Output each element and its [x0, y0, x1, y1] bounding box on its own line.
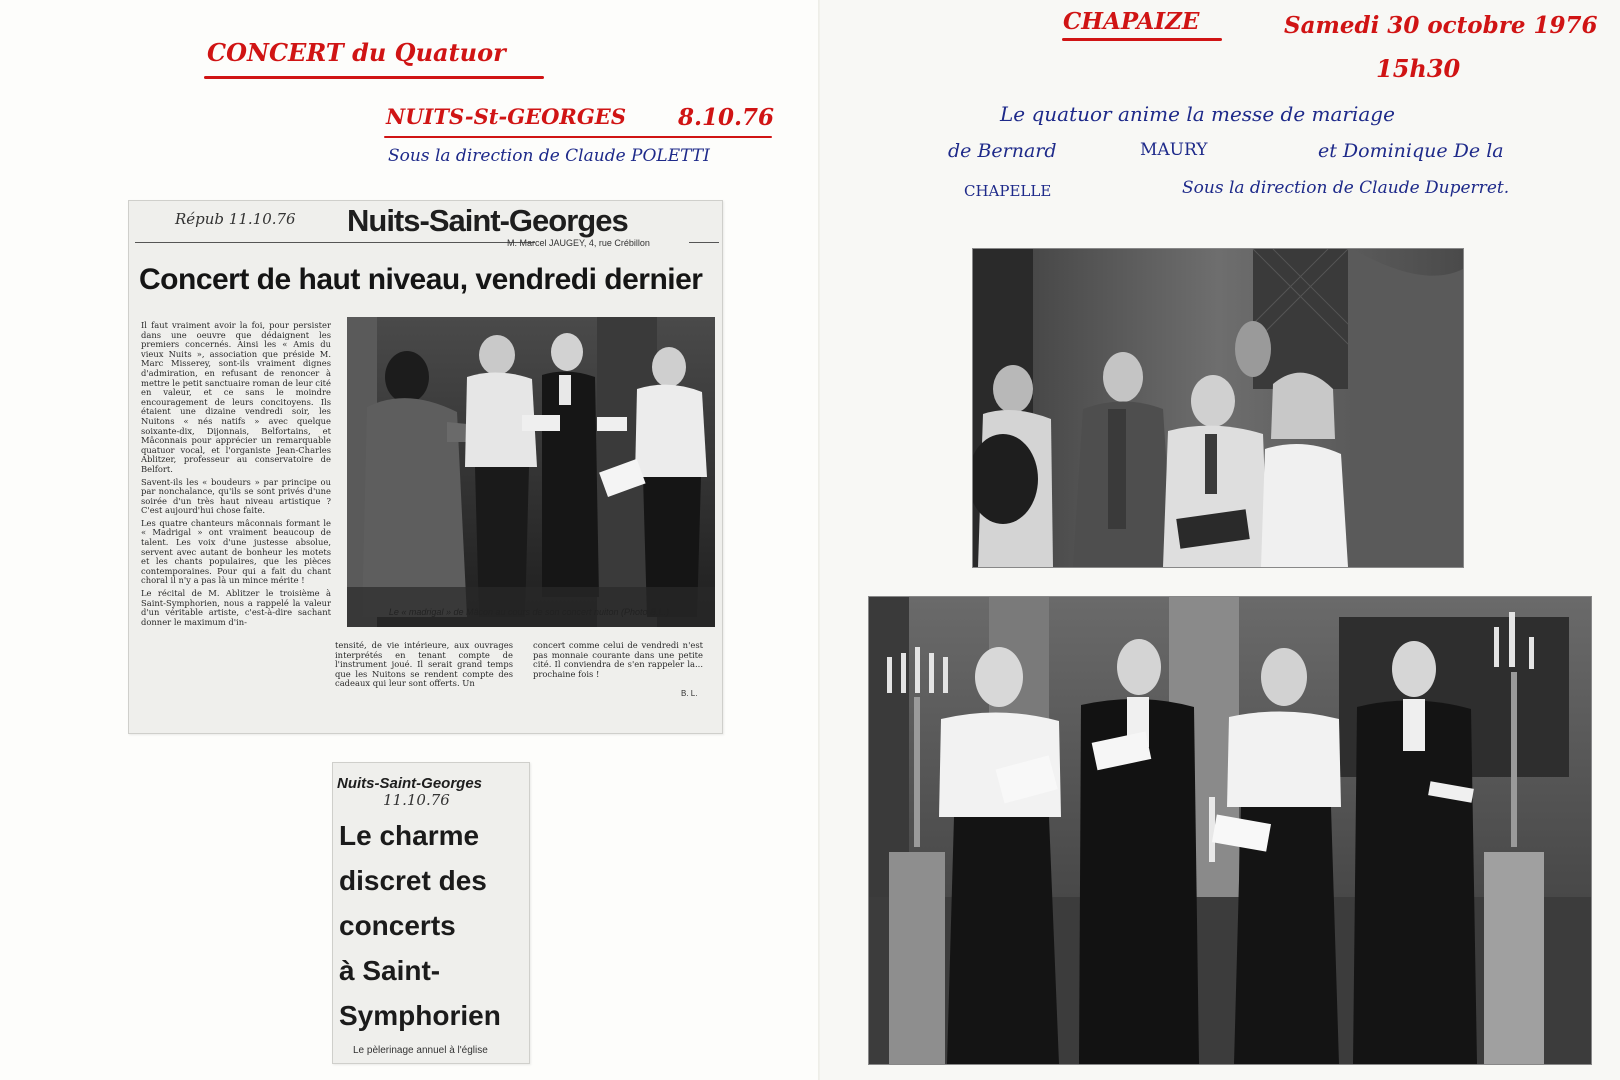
quartet-church-photo-art: [869, 597, 1591, 1064]
wedding-date: Samedi 30 octobre 1976: [1284, 12, 1598, 39]
wedding-couple-photo: [972, 248, 1464, 568]
clipping-town-header: Nuits-Saint-Georges: [347, 203, 628, 238]
small-clipping-handwritten-date: 11.10.76: [383, 791, 450, 809]
concert-date: 8.10.76: [678, 104, 775, 131]
wedding-note-groom-last: MAURY: [1140, 140, 1208, 160]
article-column-2: tensité, de vie intérieure, aux ouvrages interprétés en tenant compte de l'instrument joué. Il serait grand temps que les Nuitons se rendent compte des cadeaux qui leur sont offerts. Un: [335, 641, 513, 689]
headline-line: Le charme: [339, 820, 480, 851]
article-column-3: concert comme celui de vendredi n'est pas monnaie courante dans une petite cité. Il conviendra de s'en rappeler la... prochaine fois !: [533, 641, 703, 679]
photo-caption: Le « madrigal » de Mâcon au cours de son concert nuiton (Photo B.L.): [388, 607, 670, 617]
direction-note: Sous la direction de Claude POLETTI: [388, 146, 710, 166]
clipping-handwritten-date: Répub 11.10.76: [175, 210, 296, 228]
paragraph: Les quatre chanteurs mâconnais formant le « Madrigal » ont vraiment beaucoup de talent. Les voix d'une justesse absolue, servent avec autant de bonheur les motets et les chants populaires, que les pièces contemporaines. Pour qui a fait du chant choral il n'y a pas là un mince mérite !: [141, 517, 331, 586]
article-headline: Concert de haut niveau, vendredi dernier: [139, 263, 703, 296]
concert-place: NUITS-St-GEORGES: [386, 104, 626, 129]
title-underline: [204, 76, 544, 79]
headline-line: concerts: [339, 910, 456, 941]
headline-line: discret des: [339, 865, 487, 896]
paragraph: Savent-ils les « boudeurs » par principe ou par nonchalance, qu'ils se sont privés d'une soirée d'un très haut niveau artistique ? C'est aujourd'hui chose faite.: [141, 476, 331, 516]
press-photo-art: [347, 317, 715, 627]
wedding-note-direction: Sous la direction de Claude Duperret.: [1182, 178, 1510, 198]
place-underline: [384, 136, 772, 138]
small-newspaper-clipping: [332, 762, 530, 1064]
article-column-1: [141, 321, 331, 726]
paragraph: Il faut vraiment avoir la foi, pour persister dans une oeuvre que dédaignent les premiers concernés. Ainsi les « Amis du vieux Nuits », association que préside M. Marc Misserey, sont-ils vraiment dignes d'admiration, en refusant de renoncer à mettre le petit sanctuaire roman de leur cité en valeur, et ce sans le moindre encouragement de leurs concitoyens. Ils étaient une dizaine vendredi soir, les Nuitons « nés natifs » avec quelque soixante-dix, Dijonnais, Belfortains, et Mâconnais pour apprécier un remarquable quatuor vocal, et l'organiste Jean-Charles Ablitzer, professeur au conservatoire de Belfort.: [141, 321, 331, 474]
concert-title: CONCERT du Quatuor: [207, 38, 506, 67]
wedding-time: 15h30: [1376, 54, 1461, 83]
paragraph: Le récital de M. Ablitzer le troisième à Saint-Symphorien, nous a rappelé la valeur d'un véritable artiste, c'est-à-dire sachant donner le maximum d'in-: [141, 588, 331, 627]
newspaper-clipping: [128, 200, 723, 734]
wedding-couple-photo-art: [973, 249, 1463, 567]
small-clipping-lede: Le pèlerinage annuel à l'église: [353, 1045, 488, 1056]
wedding-place: CHAPAIZE: [1063, 8, 1200, 35]
article-signature: B. L.: [681, 689, 698, 698]
press-photo-madrigal: [347, 317, 715, 627]
wedding-note-groom-first: de Bernard: [948, 140, 1057, 162]
small-clipping-town: Nuits-Saint-Georges: [337, 775, 483, 792]
wedding-note-line-1: Le quatuor anime la messe de mariage: [1000, 102, 1395, 126]
place-underline: [1062, 38, 1222, 41]
wedding-note-bride-last: CHAPELLE: [964, 182, 1052, 200]
headline-line: à Saint-: [339, 955, 441, 986]
headline-line: Symphorien: [339, 1000, 501, 1031]
correspondent-byline: M. Marcel JAUGEY, 4, rue Crébillon: [507, 238, 650, 248]
right-album-page: [820, 0, 1620, 1080]
header-rule-right: [689, 242, 719, 243]
header-rule: [135, 242, 535, 243]
wedding-note-bride: et Dominique De la: [1318, 140, 1504, 162]
small-clipping-headline: [339, 813, 529, 1038]
quartet-church-photo: [868, 596, 1592, 1065]
